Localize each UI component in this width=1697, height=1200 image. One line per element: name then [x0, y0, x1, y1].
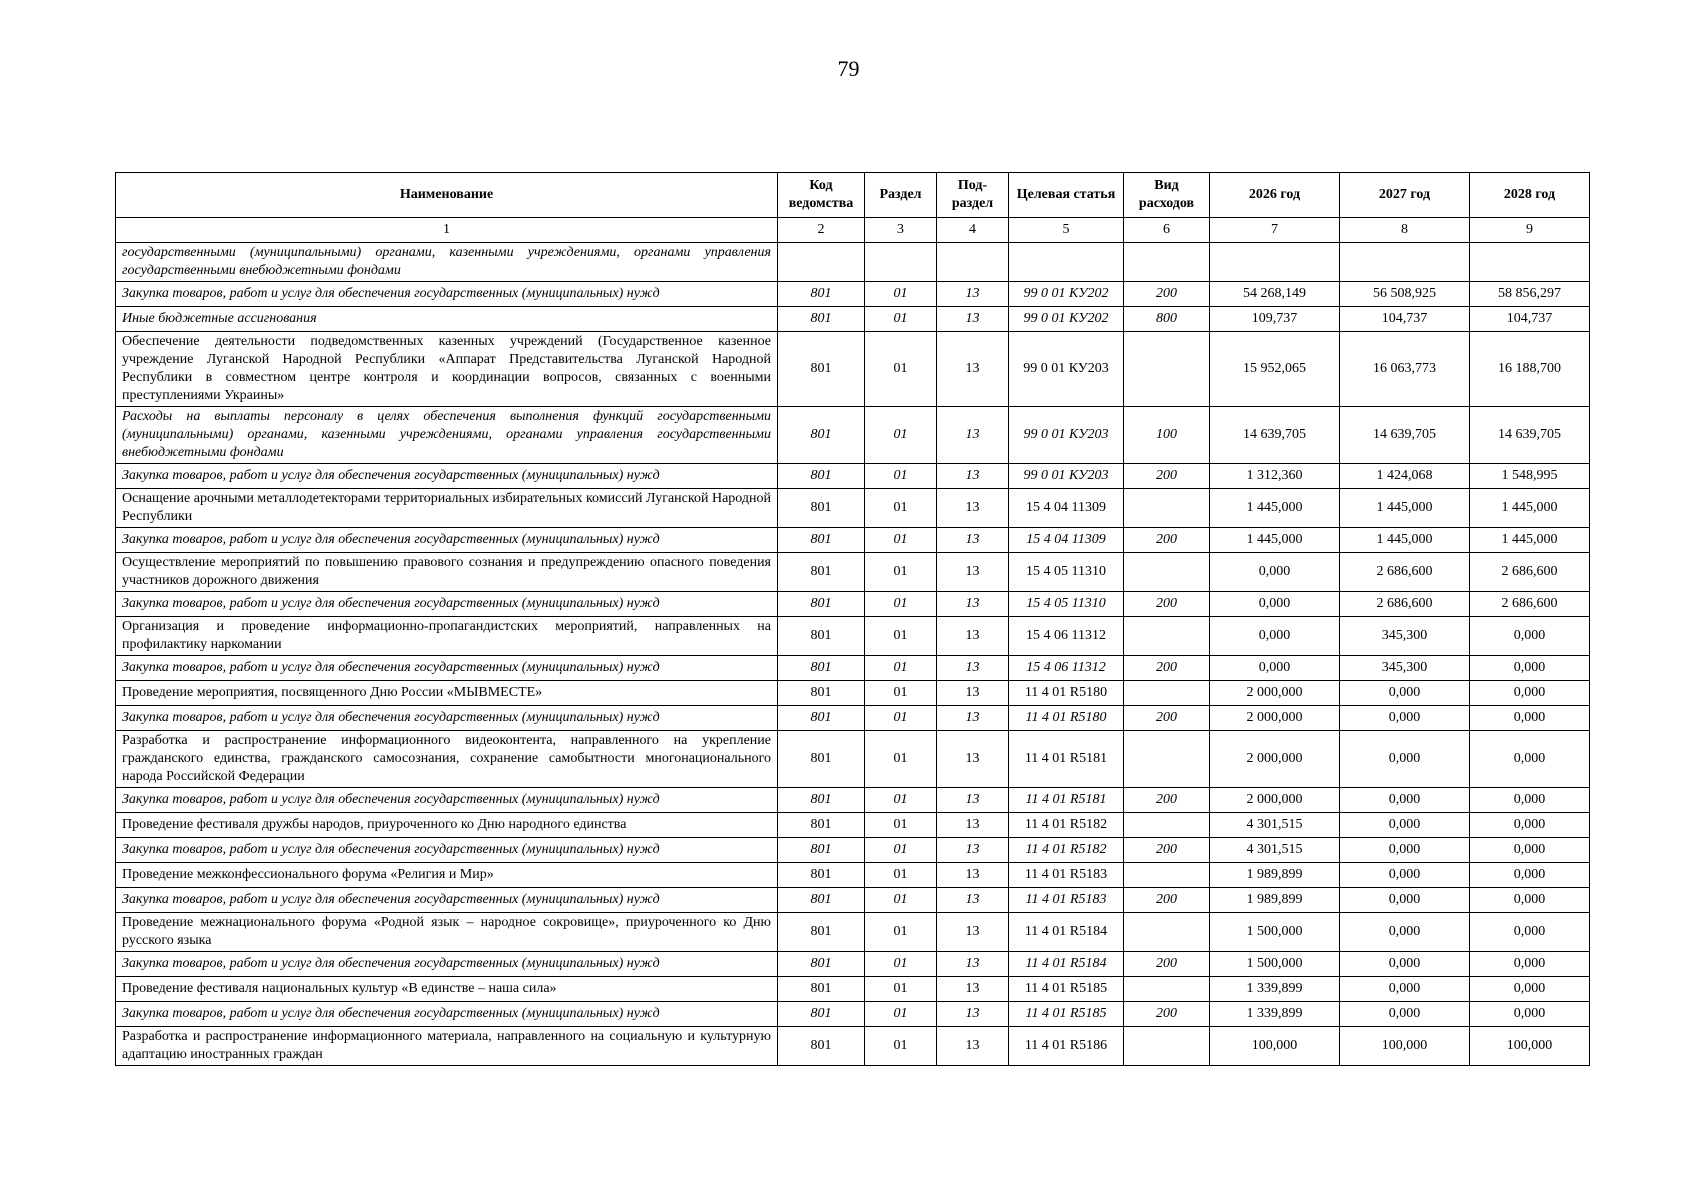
cell-dept-code: 801: [778, 788, 865, 813]
cell-year-2027: 1 424,068: [1340, 464, 1470, 489]
cell-target-article: 99 0 01 КУ203: [1009, 407, 1124, 464]
cell-year-2028: 0,000: [1470, 888, 1590, 913]
cell-name: Закупка товаров, работ и услуг для обеспечения государственных (муниципальных) нужд: [116, 706, 778, 731]
cell-year-2026: 0,000: [1210, 617, 1340, 656]
cell-expense-type: 800: [1124, 307, 1210, 332]
column-number-row: [116, 218, 1590, 243]
cell-year-2026: 0,000: [1210, 553, 1340, 592]
cell-year-2027: 0,000: [1340, 1002, 1470, 1027]
cell-year-2028: 100,000: [1470, 1027, 1590, 1066]
cell-subsection: 13: [937, 681, 1009, 706]
cell-year-2027: 0,000: [1340, 838, 1470, 863]
cell-year-2026: 1 445,000: [1210, 528, 1340, 553]
cell-expense-type: [1124, 617, 1210, 656]
table-row: [116, 838, 1590, 863]
cell-section: 01: [865, 464, 937, 489]
cell-year-2028: 0,000: [1470, 838, 1590, 863]
header-year-2028: 2028 год: [1470, 173, 1590, 218]
page-number: 79: [837, 56, 860, 81]
cell-year-2027: 345,300: [1340, 656, 1470, 681]
cell-target-article: 11 4 01 R5185: [1009, 1002, 1124, 1027]
cell-year-2028: 104,737: [1470, 307, 1590, 332]
cell-subsection: 13: [937, 282, 1009, 307]
cell-expense-type: 200: [1124, 1002, 1210, 1027]
table-row: [116, 888, 1590, 913]
header-subsection: Под-раздел: [937, 173, 1009, 218]
cell-subsection: 13: [937, 813, 1009, 838]
cell-name: Проведение фестиваля дружбы народов, приуроченного ко Дню народного единства: [116, 813, 778, 838]
cell-target-article: 99 0 01 КУ203: [1009, 332, 1124, 407]
table-row: [116, 656, 1590, 681]
cell-subsection: 13: [937, 307, 1009, 332]
cell-subsection: [937, 243, 1009, 282]
cell-subsection: 13: [937, 952, 1009, 977]
cell-year-2028: 0,000: [1470, 706, 1590, 731]
table-row: [116, 681, 1590, 706]
cell-year-2026: [1210, 243, 1340, 282]
cell-dept-code: 801: [778, 407, 865, 464]
cell-target-article: 11 4 01 R5183: [1009, 888, 1124, 913]
cell-subsection: 13: [937, 332, 1009, 407]
cell-section: 01: [865, 553, 937, 592]
cell-subsection: 13: [937, 1002, 1009, 1027]
cell-year-2026: 1 339,899: [1210, 977, 1340, 1002]
cell-target-article: 11 4 01 R5184: [1009, 913, 1124, 952]
cell-expense-type: 200: [1124, 592, 1210, 617]
cell-year-2027: 0,000: [1340, 681, 1470, 706]
cell-expense-type: [1124, 243, 1210, 282]
cell-target-article: 11 4 01 R5183: [1009, 863, 1124, 888]
cell-year-2028: 0,000: [1470, 681, 1590, 706]
cell-subsection: 13: [937, 863, 1009, 888]
table-row: [116, 553, 1590, 592]
cell-year-2027: 0,000: [1340, 913, 1470, 952]
cell-section: 01: [865, 863, 937, 888]
cell-year-2027: 0,000: [1340, 813, 1470, 838]
cell-year-2027: 0,000: [1340, 706, 1470, 731]
cell-year-2028: 0,000: [1470, 1002, 1590, 1027]
cell-expense-type: 200: [1124, 706, 1210, 731]
cell-dept-code: 801: [778, 813, 865, 838]
cell-year-2026: 54 268,149: [1210, 282, 1340, 307]
cell-target-article: 11 4 01 R5184: [1009, 952, 1124, 977]
header-year-2026: 2026 год: [1210, 173, 1340, 218]
cell-section: 01: [865, 681, 937, 706]
cell-expense-type: [1124, 1027, 1210, 1066]
cell-name: Расходы на выплаты персоналу в целях обеспечения выполнения функций государственными (муниципальными) органами, казенными учреждениями, органами управления государственными внебюджетными фондами: [116, 407, 778, 464]
cell-name: государственными (муниципальными) органами, казенными учреждениями, органами управления государственными внебюджетными фондами: [116, 243, 778, 282]
cell-year-2027: [1340, 243, 1470, 282]
cell-dept-code: 801: [778, 977, 865, 1002]
table-row: [116, 731, 1590, 788]
cell-year-2026: 0,000: [1210, 592, 1340, 617]
cell-section: 01: [865, 838, 937, 863]
cell-expense-type: 200: [1124, 888, 1210, 913]
cell-target-article: 11 4 01 R5182: [1009, 813, 1124, 838]
cell-subsection: 13: [937, 977, 1009, 1002]
cell-year-2026: 4 301,515: [1210, 813, 1340, 838]
cell-expense-type: [1124, 813, 1210, 838]
cell-target-article: 11 4 01 R5181: [1009, 731, 1124, 788]
cell-target-article: 11 4 01 R5181: [1009, 788, 1124, 813]
cell-section: 01: [865, 977, 937, 1002]
table-row: [116, 913, 1590, 952]
cell-target-article: 11 4 01 R5182: [1009, 838, 1124, 863]
cell-target-article: 11 4 01 R5186: [1009, 1027, 1124, 1066]
cell-section: 01: [865, 307, 937, 332]
cell-year-2026: 1 989,899: [1210, 863, 1340, 888]
cell-year-2026: 1 500,000: [1210, 913, 1340, 952]
cell-name: Закупка товаров, работ и услуг для обеспечения государственных (муниципальных) нужд: [116, 464, 778, 489]
cell-dept-code: 801: [778, 706, 865, 731]
cell-name: Проведение межнационального форума «Родной язык – народное сокровище», приуроченного ко Дню русского языка: [116, 913, 778, 952]
cell-name: Разработка и распространение информационного видеоконтента, направленного на укрепление гражданского единства, гражданского самосознания, сохранение самобытности многонационального народа Российской Федерации: [116, 731, 778, 788]
cell-subsection: 13: [937, 528, 1009, 553]
cell-section: [865, 243, 937, 282]
column-number: 8: [1340, 218, 1470, 243]
table-row: [116, 307, 1590, 332]
table-row: [116, 489, 1590, 528]
cell-year-2028: 0,000: [1470, 913, 1590, 952]
cell-year-2026: 1 500,000: [1210, 952, 1340, 977]
cell-dept-code: 801: [778, 681, 865, 706]
cell-section: 01: [865, 332, 937, 407]
cell-year-2027: 2 686,600: [1340, 553, 1470, 592]
cell-subsection: 13: [937, 731, 1009, 788]
column-number: 5: [1009, 218, 1124, 243]
table-row: [116, 952, 1590, 977]
cell-year-2027: 14 639,705: [1340, 407, 1470, 464]
cell-target-article: 15 4 04 11309: [1009, 489, 1124, 528]
cell-name: Закупка товаров, работ и услуг для обеспечения государственных (муниципальных) нужд: [116, 952, 778, 977]
cell-year-2026: 15 952,065: [1210, 332, 1340, 407]
cell-target-article: 99 0 01 КУ202: [1009, 307, 1124, 332]
cell-subsection: 13: [937, 888, 1009, 913]
cell-subsection: 13: [937, 553, 1009, 592]
cell-year-2026: 1 339,899: [1210, 1002, 1340, 1027]
budget-table: [115, 172, 1590, 1066]
cell-year-2027: 0,000: [1340, 888, 1470, 913]
cell-dept-code: 801: [778, 1027, 865, 1066]
table-row: [116, 788, 1590, 813]
table-row: [116, 407, 1590, 464]
cell-year-2027: 56 508,925: [1340, 282, 1470, 307]
cell-expense-type: [1124, 489, 1210, 528]
cell-subsection: 13: [937, 592, 1009, 617]
cell-expense-type: 200: [1124, 282, 1210, 307]
cell-dept-code: 801: [778, 464, 865, 489]
cell-year-2028: 58 856,297: [1470, 282, 1590, 307]
cell-subsection: 13: [937, 788, 1009, 813]
cell-year-2028: [1470, 243, 1590, 282]
cell-year-2027: 345,300: [1340, 617, 1470, 656]
cell-target-article: 99 0 01 КУ203: [1009, 464, 1124, 489]
cell-subsection: 13: [937, 838, 1009, 863]
table-row: [116, 592, 1590, 617]
cell-year-2028: 14 639,705: [1470, 407, 1590, 464]
cell-name: Разработка и распространение информационного материала, направленного на социальную и культурную адаптацию иностранных граждан: [116, 1027, 778, 1066]
cell-subsection: 13: [937, 464, 1009, 489]
cell-year-2028: 0,000: [1470, 863, 1590, 888]
cell-expense-type: [1124, 332, 1210, 407]
cell-dept-code: 801: [778, 528, 865, 553]
cell-year-2026: 2 000,000: [1210, 706, 1340, 731]
header-expense-type: Вид расходов: [1124, 173, 1210, 218]
cell-expense-type: [1124, 681, 1210, 706]
cell-section: 01: [865, 731, 937, 788]
cell-section: 01: [865, 888, 937, 913]
cell-year-2027: 0,000: [1340, 977, 1470, 1002]
cell-year-2028: 0,000: [1470, 731, 1590, 788]
cell-year-2026: 2 000,000: [1210, 731, 1340, 788]
table-row: [116, 863, 1590, 888]
cell-year-2028: 1 548,995: [1470, 464, 1590, 489]
cell-section: 01: [865, 788, 937, 813]
cell-subsection: 13: [937, 656, 1009, 681]
header-row: [116, 173, 1590, 218]
table-row: [116, 282, 1590, 307]
cell-name: Проведение мероприятия, посвященного Дню России «МЫВМЕСТЕ»: [116, 681, 778, 706]
column-number: 2: [778, 218, 865, 243]
cell-expense-type: [1124, 863, 1210, 888]
cell-year-2028: 0,000: [1470, 788, 1590, 813]
cell-subsection: 13: [937, 913, 1009, 952]
cell-year-2028: 16 188,700: [1470, 332, 1590, 407]
cell-section: 01: [865, 706, 937, 731]
cell-section: 01: [865, 952, 937, 977]
cell-name: Иные бюджетные ассигнования: [116, 307, 778, 332]
cell-target-article: 15 4 06 11312: [1009, 617, 1124, 656]
column-number: 1: [116, 218, 778, 243]
cell-dept-code: 801: [778, 888, 865, 913]
table-row: [116, 617, 1590, 656]
cell-dept-code: 801: [778, 913, 865, 952]
table-row: [116, 1027, 1590, 1066]
cell-subsection: 13: [937, 617, 1009, 656]
column-number: 6: [1124, 218, 1210, 243]
cell-section: 01: [865, 407, 937, 464]
cell-target-article: 11 4 01 R5180: [1009, 681, 1124, 706]
cell-section: 01: [865, 592, 937, 617]
cell-year-2026: 4 301,515: [1210, 838, 1340, 863]
cell-name: Оснащение арочными металлодетекторами территориальных избирательных комиссий Луганской Народной Республики: [116, 489, 778, 528]
cell-target-article: 99 0 01 КУ202: [1009, 282, 1124, 307]
cell-dept-code: 801: [778, 1002, 865, 1027]
cell-target-article: 15 4 04 11309: [1009, 528, 1124, 553]
cell-name: Проведение межконфессионального форума «Религия и Мир»: [116, 863, 778, 888]
cell-year-2028: 0,000: [1470, 617, 1590, 656]
table-row: [116, 1002, 1590, 1027]
cell-year-2027: 16 063,773: [1340, 332, 1470, 407]
cell-expense-type: 200: [1124, 464, 1210, 489]
cell-expense-type: 200: [1124, 788, 1210, 813]
cell-subsection: 13: [937, 489, 1009, 528]
cell-dept-code: 801: [778, 489, 865, 528]
column-number: 3: [865, 218, 937, 243]
cell-year-2026: 2 000,000: [1210, 681, 1340, 706]
cell-section: 01: [865, 1002, 937, 1027]
cell-name: Проведение фестиваля национальных культур «В единстве – наша сила»: [116, 977, 778, 1002]
cell-dept-code: 801: [778, 952, 865, 977]
cell-dept-code: [778, 243, 865, 282]
cell-section: 01: [865, 913, 937, 952]
cell-name: Обеспечение деятельности подведомственных казенных учреждений (Государственное казенное учреждение Луганской Народной Республики «Аппарат Представительства Луганской Народной Республики в совместном центре контроля и координации вопросов, связанных с военными преступлениями Украины»: [116, 332, 778, 407]
cell-name: Закупка товаров, работ и услуг для обеспечения государственных (муниципальных) нужд: [116, 528, 778, 553]
cell-section: 01: [865, 617, 937, 656]
cell-target-article: 15 4 05 11310: [1009, 553, 1124, 592]
cell-year-2028: 2 686,600: [1470, 592, 1590, 617]
table-row: [116, 243, 1590, 282]
cell-year-2028: 0,000: [1470, 813, 1590, 838]
cell-section: 01: [865, 813, 937, 838]
table-row: [116, 977, 1590, 1002]
cell-name: Организация и проведение информационно-пропагандистских мероприятий, направленных на профилактику наркомании: [116, 617, 778, 656]
cell-dept-code: 801: [778, 592, 865, 617]
column-number: 4: [937, 218, 1009, 243]
cell-section: 01: [865, 489, 937, 528]
cell-expense-type: [1124, 731, 1210, 788]
cell-year-2028: 1 445,000: [1470, 489, 1590, 528]
cell-year-2028: 0,000: [1470, 656, 1590, 681]
cell-year-2027: 0,000: [1340, 952, 1470, 977]
table-row: [116, 706, 1590, 731]
cell-year-2026: 1 312,360: [1210, 464, 1340, 489]
cell-target-article: 11 4 01 R5185: [1009, 977, 1124, 1002]
cell-dept-code: 801: [778, 553, 865, 592]
cell-year-2027: 104,737: [1340, 307, 1470, 332]
header-name: Наименование: [116, 173, 778, 218]
cell-year-2027: 0,000: [1340, 863, 1470, 888]
cell-name: Закупка товаров, работ и услуг для обеспечения государственных (муниципальных) нужд: [116, 838, 778, 863]
table-row: [116, 528, 1590, 553]
cell-dept-code: 801: [778, 838, 865, 863]
cell-name: Закупка товаров, работ и услуг для обеспечения государственных (муниципальных) нужд: [116, 788, 778, 813]
header-year-2027: 2027 год: [1340, 173, 1470, 218]
cell-year-2026: 100,000: [1210, 1027, 1340, 1066]
cell-expense-type: [1124, 553, 1210, 592]
cell-year-2026: 1 989,899: [1210, 888, 1340, 913]
cell-name: Осуществление мероприятий по повышению правового сознания и предупреждению опасного поведения участников дорожного движения: [116, 553, 778, 592]
cell-name: Закупка товаров, работ и услуг для обеспечения государственных (муниципальных) нужд: [116, 888, 778, 913]
cell-name: Закупка товаров, работ и услуг для обеспечения государственных (муниципальных) нужд: [116, 282, 778, 307]
cell-name: Закупка товаров, работ и услуг для обеспечения государственных (муниципальных) нужд: [116, 1002, 778, 1027]
cell-year-2026: 1 445,000: [1210, 489, 1340, 528]
cell-expense-type: 200: [1124, 528, 1210, 553]
cell-section: 01: [865, 656, 937, 681]
cell-subsection: 13: [937, 407, 1009, 464]
header-target-article: Целевая статья: [1009, 173, 1124, 218]
table-row: [116, 464, 1590, 489]
cell-year-2028: 0,000: [1470, 952, 1590, 977]
cell-target-article: 11 4 01 R5180: [1009, 706, 1124, 731]
cell-dept-code: 801: [778, 656, 865, 681]
cell-dept-code: 801: [778, 731, 865, 788]
cell-year-2026: 0,000: [1210, 656, 1340, 681]
cell-name: Закупка товаров, работ и услуг для обеспечения государственных (муниципальных) нужд: [116, 592, 778, 617]
cell-subsection: 13: [937, 706, 1009, 731]
cell-year-2027: 2 686,600: [1340, 592, 1470, 617]
cell-expense-type: 200: [1124, 952, 1210, 977]
cell-year-2027: 0,000: [1340, 731, 1470, 788]
cell-year-2027: 0,000: [1340, 788, 1470, 813]
cell-dept-code: 801: [778, 282, 865, 307]
cell-dept-code: 801: [778, 307, 865, 332]
cell-dept-code: 801: [778, 332, 865, 407]
cell-expense-type: 200: [1124, 838, 1210, 863]
cell-year-2026: 14 639,705: [1210, 407, 1340, 464]
cell-year-2027: 1 445,000: [1340, 528, 1470, 553]
cell-dept-code: 801: [778, 863, 865, 888]
column-number: 9: [1470, 218, 1590, 243]
cell-section: 01: [865, 282, 937, 307]
table-row: [116, 332, 1590, 407]
cell-expense-type: 100: [1124, 407, 1210, 464]
cell-expense-type: [1124, 977, 1210, 1002]
cell-year-2028: 1 445,000: [1470, 528, 1590, 553]
cell-target-article: [1009, 243, 1124, 282]
header-section: Раздел: [865, 173, 937, 218]
cell-name: Закупка товаров, работ и услуг для обеспечения государственных (муниципальных) нужд: [116, 656, 778, 681]
column-number: 7: [1210, 218, 1340, 243]
cell-year-2028: 0,000: [1470, 977, 1590, 1002]
header-dept-code: Код ведомства: [778, 173, 865, 218]
cell-subsection: 13: [937, 1027, 1009, 1066]
cell-target-article: 15 4 05 11310: [1009, 592, 1124, 617]
cell-year-2026: 109,737: [1210, 307, 1340, 332]
cell-year-2027: 1 445,000: [1340, 489, 1470, 528]
cell-dept-code: 801: [778, 617, 865, 656]
cell-year-2027: 100,000: [1340, 1027, 1470, 1066]
cell-section: 01: [865, 1027, 937, 1066]
cell-expense-type: 200: [1124, 656, 1210, 681]
table-row: [116, 813, 1590, 838]
cell-section: 01: [865, 528, 937, 553]
cell-expense-type: [1124, 913, 1210, 952]
cell-target-article: 15 4 06 11312: [1009, 656, 1124, 681]
cell-year-2026: 2 000,000: [1210, 788, 1340, 813]
cell-year-2028: 2 686,600: [1470, 553, 1590, 592]
